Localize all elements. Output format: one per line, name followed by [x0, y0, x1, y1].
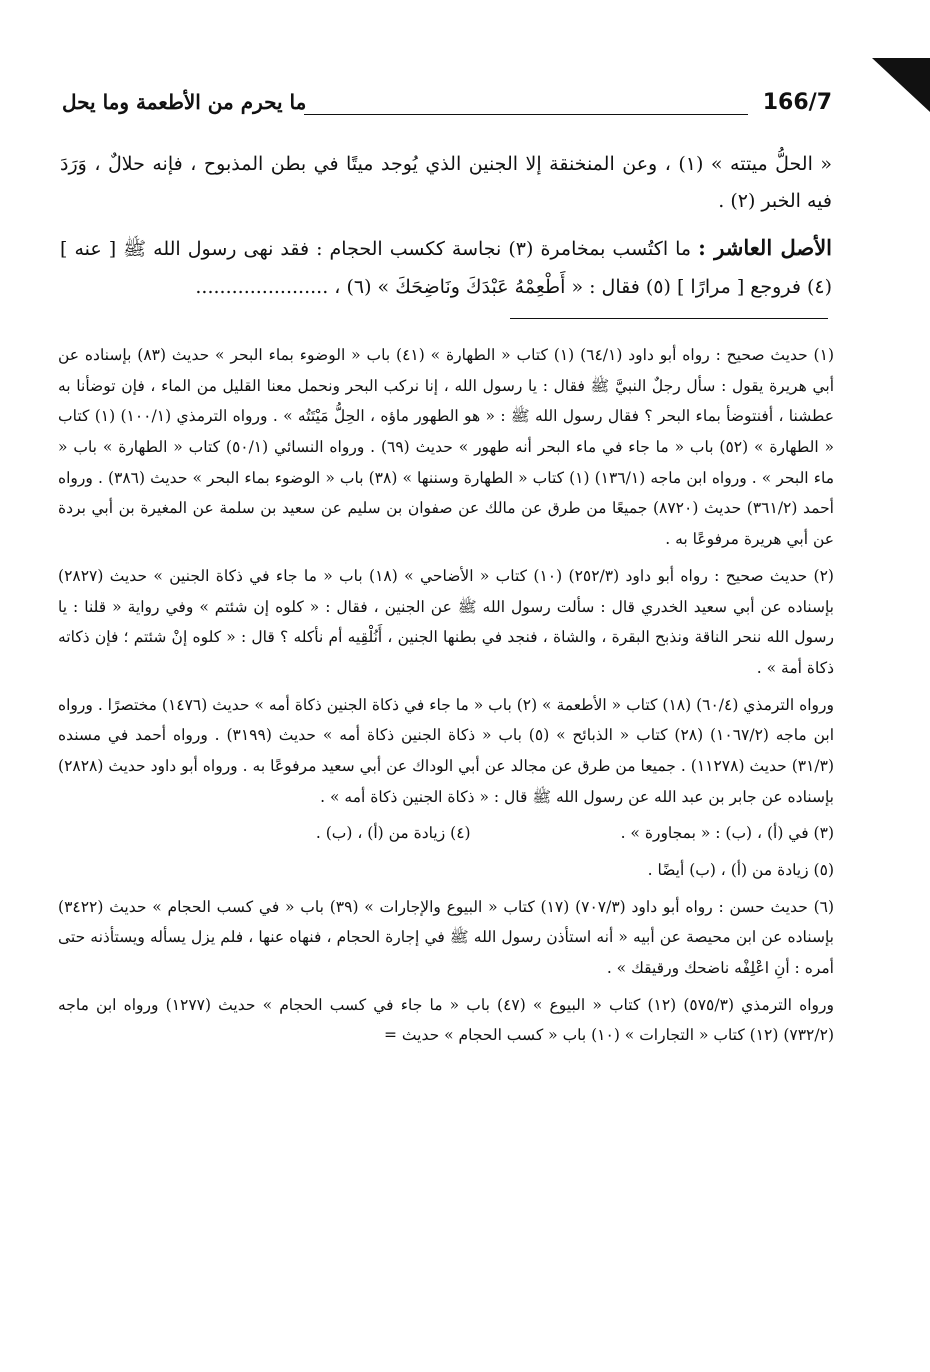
- asl-paragraph: [60, 228, 832, 306]
- asl-heading: الأصل العاشر :: [698, 235, 833, 261]
- footnote-5: (٥) زيادة من (أ) ، (ب) أيضًا .: [647, 861, 834, 879]
- running-title: ما يحرم من الأطعمة وما يحل: [62, 90, 307, 114]
- footnote-6b: ورواه الترمذي (٥٧٥/٣) (١٢) كتاب « البيوع » (٤٧) باب « ما جاء في كسب الحجام » حديث (١٢٧٧) ورواه ابن ماجه (٧٣٢/٢) (١٢) كتاب « التجارات » (١٠) باب « كسب الحجام » حديث =: [58, 995, 834, 1045]
- footnote-2a: (٢) حديث صحيح : رواه أبو داود (٢٥٢/٣) (١٠) كتاب « الأضاحي » (١٨) باب « ما جاء في ذكاة الجنين » حديث (٢٨٢٧) بإسناده عن أبي سعيد الخدري قال : سألت رسول الله ﷺ عن الجنين ، فقال : « كلوه إن شئتم » وفي رواية « قلنا : يا رسول الله ننحر الناقة ونذبح البقرة ، والشاة ، فنجد في بطنها الجنين ، أَنُلْقِيه أم نأكله ؟ قال : « كلوه إنْ شئتم ؛ فإن ذكاته ذكاة أمة » .: [58, 566, 834, 677]
- page-header: [62, 90, 832, 130]
- page-corner-mark: [872, 58, 930, 112]
- footnotes: [58, 340, 834, 1057]
- footnote-1: (١) حديث صحيح : رواه أبو داود (٦٤/١) (١) كتاب « الطهارة » (٤١) باب « الوضوء بماء البحر » حديث (٨٣) بإسناده عن أبي هريرة يقول : سأل رجلٌ النبيَّ ﷺ فقال : يا رسول الله ، إنا نركب البحر ونحمل معنا القليل من الماء ، فإن توضأنا به عطشنا ، أفنتوضأ بماء البحر ؟ فقال رسول الله ﷺ : « هو الطهور ماؤه ، الحِلُّ مَيْتَتُه » . ورواه الترمذي (١٠٠/١) (١) كتاب « الطهارة » (٥٢) باب « ما جاء في ماء البحر أنه طهور » حديث (٦٩) . ورواه النسائي (٥٠/١) كتاب « الطهارة » باب « ماء البحر » . ورواه ابن ماجه (١٣٦/١) (١) كتاب « الطهارة وسننها » (٣٨) باب « الوضوء بماء البحر » حديث (٣٨٦) . ورواه أحمد (٣٦١/٢) حديث (٨٧٢٠) جميعًا من طرق عن مالك عن صفوان بن سليم عن سعيد بن سلمة عن المغيرة بن أبي بردة عن أبي هريرة مرفوعًا به .: [58, 346, 835, 549]
- footnote-2b: ورواه الترمذي (٦٠/٤) (١٨) كتاب « الأطعمة » (٢) باب « ما جاء في ذكاة الجنين ذكاة أمه » حديث (١٤٧٦) مختصرًا . ورواه ابن ماجه (١٠٦٧/٢) (٢٨) كتاب « الذبائح » (٥) باب « ذكاة الجنين ذكاة أمه » حديث (٣١٩٩) . ورواه أحمد في مسنده (٣١/٣) حديث (١١٢٧٨) . جميعا من طرق عن مجالد عن أبي الوداك عن أبي سعيد مرفوعًا به . ورواه أبو داود حديث (٢٨٢٨) بإسناده عن جابر بن عبد الله عن رسول الله ﷺ قال : « ذكاة الجنين ذكاة أمه » .: [58, 695, 835, 806]
- footnote-3: (٣) في (أ) ، (ب) : « بمجاورة » .: [620, 824, 834, 843]
- page-number: 166/7: [762, 90, 832, 115]
- ellipsis-dots: ......................: [195, 276, 329, 299]
- asl-text: ما اكتُسب بمخامرة (٣) نجاسة ككسب الحجام : فقد نهى رسول الله ﷺ [ عنه ] (٤) فروجع [ مرارًا ] (٥) فقال : « أَطْعِمْهُ عَبْدَكَ ونَاضِحَكَ » (٦) ،: [60, 238, 832, 299]
- main-text: [60, 146, 832, 314]
- footnote-pair: [58, 818, 834, 849]
- footnote-separator: [510, 318, 828, 319]
- header-rule: [304, 114, 748, 115]
- main-paragraph: « الحلُّ ميتته » (١) ، وعن المنخنقة إلا الجنين الذي يُوجد ميتًا في بطن المذبوح ، فإنه حلالٌ ، وَرَدَ فيه الخبر (٢) .: [60, 153, 832, 213]
- footnote-6a: (٦) حديث حسن : رواه أبو داود (٧٠٧/٣) (١٧) كتاب « البيوع والإجارات » (٣٩) باب « في كسب الحجام » حديث (٣٤٢٢) بإسناده عن ابن محيصة عن أبيه « أنه استأذن رسول الله ﷺ في إجارة الحجام ، فنهاه عنها ، فلم يزل يسأله ويستأذنه حتى أمره : أنِ اعْلِفْه ناضحك ورقيقك » .: [58, 897, 835, 978]
- footnote-4: (٤) زيادة من (أ) ، (ب) .: [315, 824, 471, 843]
